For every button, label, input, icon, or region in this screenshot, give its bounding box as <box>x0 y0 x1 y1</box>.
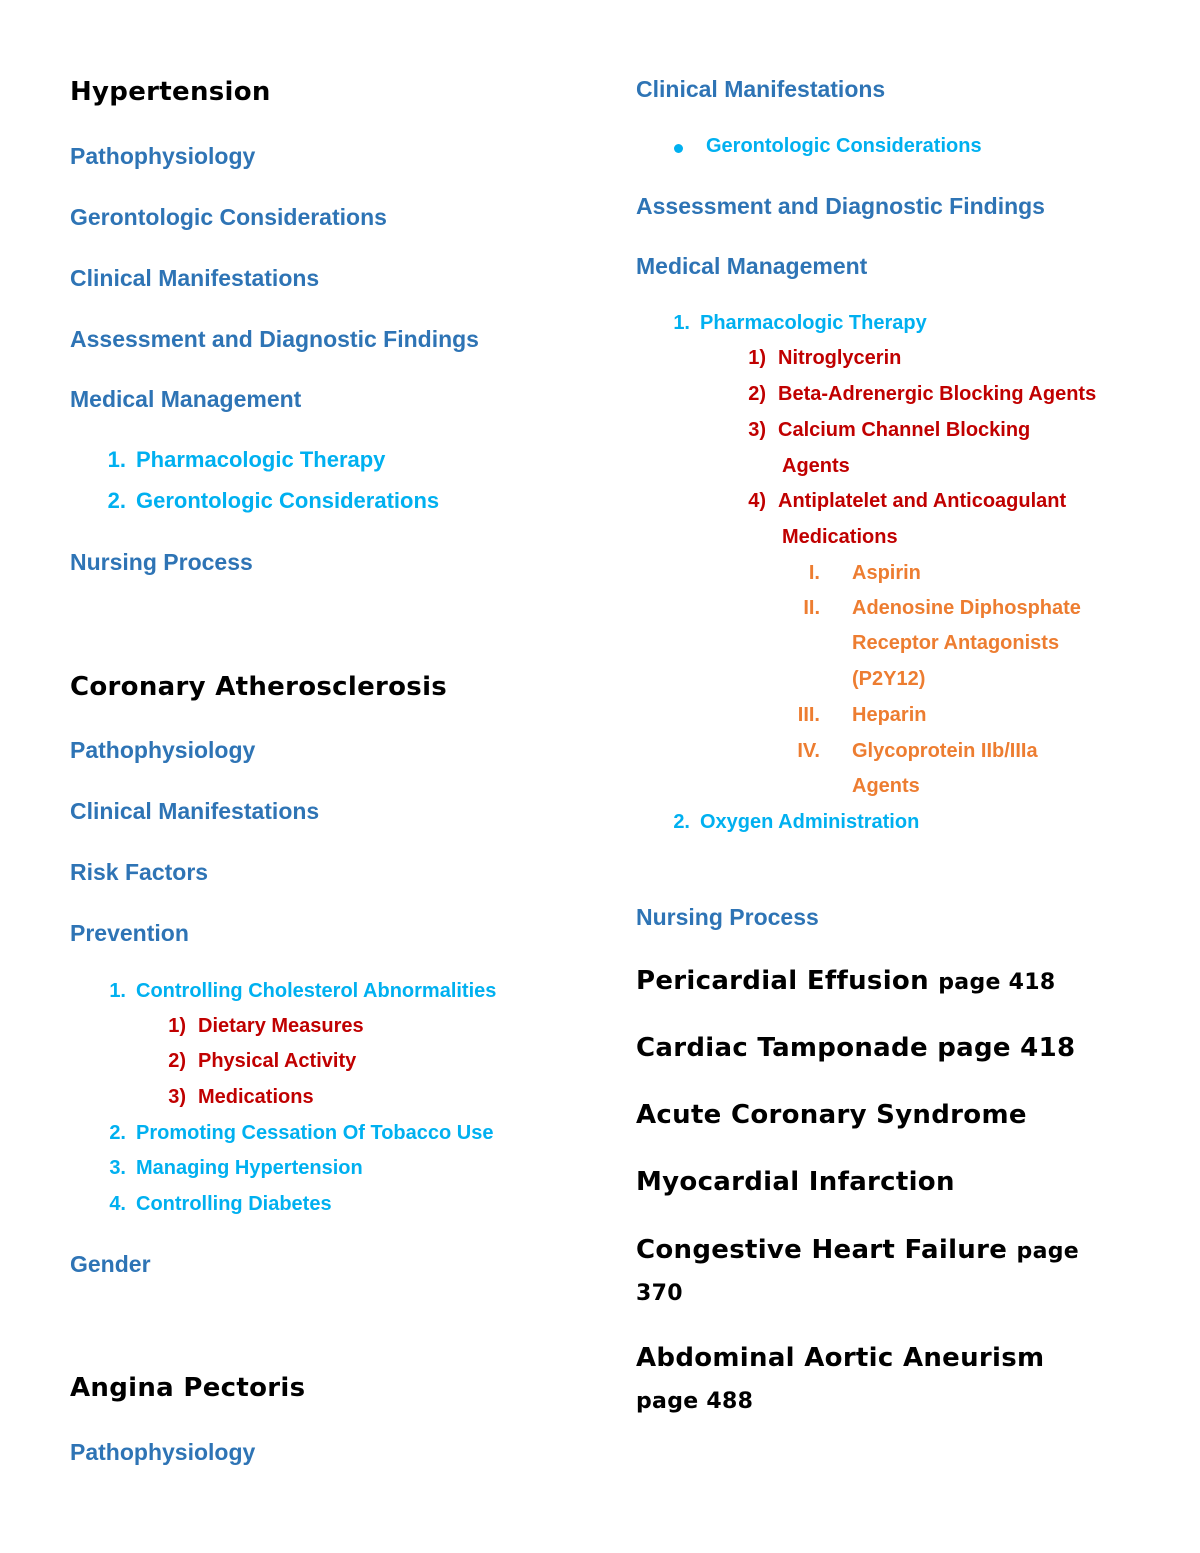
heading-assessment-diagnostic: Assessment and Diagnostic Findings <box>70 326 479 352</box>
list-item-label: Dietary Measures <box>198 1015 364 1037</box>
heading-assessment-diagnostic: Assessment and Diagnostic Findings <box>636 193 1045 219</box>
heading-nursing-process: Nursing Process <box>70 549 253 575</box>
list-item-label: Controlling Diabetes <box>136 1193 332 1215</box>
list-item-label: Pharmacologic Therapy <box>136 447 386 472</box>
list-item-label: Pharmacologic Therapy <box>700 312 927 334</box>
list-number: 1. <box>107 447 126 472</box>
section-title-angina-pectoris: Angina Pectoris <box>70 1373 306 1403</box>
sub-list-item <box>736 347 901 370</box>
topic-pericardial-effusion <box>636 967 1056 997</box>
sub-sub-list-item: Heparin <box>852 704 927 726</box>
sub-sub-list-item: Glycoprotein IIb/IIIa <box>852 740 1038 762</box>
section-title-hypertension: Hypertension <box>70 77 271 107</box>
list-number: 3. <box>109 1157 126 1179</box>
sub-list-item-continued: Medications <box>782 526 898 548</box>
topic-cardiac-tamponade: Cardiac Tamponade page 418 <box>636 1033 1076 1063</box>
list-number: IV. <box>797 740 820 762</box>
list-item <box>654 312 927 335</box>
topic-title: Congestive Heart Failure <box>636 1235 1008 1265</box>
page-reference: page 488 <box>636 1389 754 1414</box>
sub-sub-list-item: Aspirin <box>852 562 921 584</box>
topic-congestive-heart-failure <box>636 1236 1079 1266</box>
heading-gender: Gender <box>70 1251 151 1277</box>
list-item-label: Oxygen Administration <box>700 811 920 833</box>
heading-medical-management: Medical Management <box>70 386 302 412</box>
list-item <box>90 1193 332 1216</box>
list-number: 2) <box>168 1050 186 1072</box>
list-number: 3) <box>748 419 766 441</box>
list-number: I. <box>808 562 820 584</box>
list-number: 4) <box>748 490 766 512</box>
topic-abdominal-aortic-aneurism: Abdominal Aortic Aneurism <box>636 1343 1045 1373</box>
heading-medical-management: Medical Management <box>636 253 868 279</box>
list-number: 2. <box>673 811 690 833</box>
heading-clinical-manifestations: Clinical Manifestations <box>70 798 320 824</box>
heading-clinical-manifestations: Clinical Manifestations <box>636 76 886 102</box>
list-item-label: Physical Activity <box>198 1050 357 1072</box>
list-item <box>90 447 385 472</box>
list-number: 4. <box>109 1193 126 1215</box>
list-item-label: Beta-Adrenergic Blocking Agents <box>778 383 1097 405</box>
heading-prevention: Prevention <box>70 920 189 946</box>
sub-list-item <box>156 1015 364 1038</box>
list-item-label: Antiplatelet and Anticoagulant <box>778 490 1067 512</box>
list-number: II. <box>803 597 820 619</box>
list-item <box>90 980 496 1003</box>
topic-acute-coronary-syndrome: Acute Coronary Syndrome <box>636 1100 1027 1130</box>
list-item-label: Medications <box>198 1086 314 1108</box>
list-number: 2) <box>748 383 766 405</box>
sub-sub-list-item-continued: Agents <box>852 775 920 797</box>
page-reference-continued: 370 <box>636 1281 683 1306</box>
heading-gerontologic-considerations: Gerontologic Considerations <box>70 204 387 230</box>
list-item-label: Nitroglycerin <box>778 347 902 369</box>
sub-sub-list-item-continued: Receptor Antagonists <box>852 632 1060 654</box>
list-number: 1) <box>168 1015 186 1037</box>
sub-list-item <box>156 1086 314 1109</box>
list-item-label: Managing Hypertension <box>136 1157 363 1179</box>
list-item-label: Controlling Cholesterol Abnormalities <box>136 980 497 1002</box>
list-number: 2. <box>109 1122 126 1144</box>
bullet-item-gerontologic: Gerontologic Considerations <box>706 135 982 157</box>
list-number: 1. <box>673 312 690 334</box>
list-item <box>90 1157 363 1180</box>
section-title-coronary-atherosclerosis: Coronary Atherosclerosis <box>70 672 448 702</box>
list-item-label: Calcium Channel Blocking <box>778 419 1031 441</box>
sub-list-item <box>156 1050 356 1073</box>
heading-risk-factors: Risk Factors <box>70 859 209 885</box>
list-number: III. <box>797 704 820 726</box>
page-reference: page <box>1016 1239 1079 1264</box>
list-item <box>90 488 439 513</box>
list-number: 1. <box>109 980 126 1002</box>
sub-list-item <box>736 490 1066 513</box>
sub-sub-list-item-continued: (P2Y12) <box>852 668 926 690</box>
heading-clinical-manifestations: Clinical Manifestations <box>70 265 320 291</box>
heading-pathophysiology: Pathophysiology <box>70 1439 256 1465</box>
list-number: 2. <box>107 488 126 513</box>
list-number: 1) <box>748 347 766 369</box>
topic-title: Pericardial Effusion <box>636 966 929 996</box>
page-reference: page 418 <box>938 970 1056 995</box>
list-number: 3) <box>168 1086 186 1108</box>
list-item-label: Promoting Cessation Of Tobacco Use <box>136 1122 494 1144</box>
list-item <box>654 811 919 834</box>
sub-sub-list-item: Adenosine Diphosphate <box>852 597 1081 619</box>
heading-pathophysiology: Pathophysiology <box>70 143 256 169</box>
topic-myocardial-infarction: Myocardial Infarction <box>636 1167 955 1197</box>
sub-list-item <box>736 419 1030 442</box>
sub-list-item-continued: Agents <box>782 455 850 477</box>
list-item-label: Gerontologic Considerations <box>136 488 440 513</box>
heading-nursing-process: Nursing Process <box>636 904 819 930</box>
sub-list-item <box>736 383 1096 406</box>
heading-pathophysiology: Pathophysiology <box>70 737 256 763</box>
list-item <box>90 1122 493 1145</box>
bullet-icon <box>674 144 683 153</box>
